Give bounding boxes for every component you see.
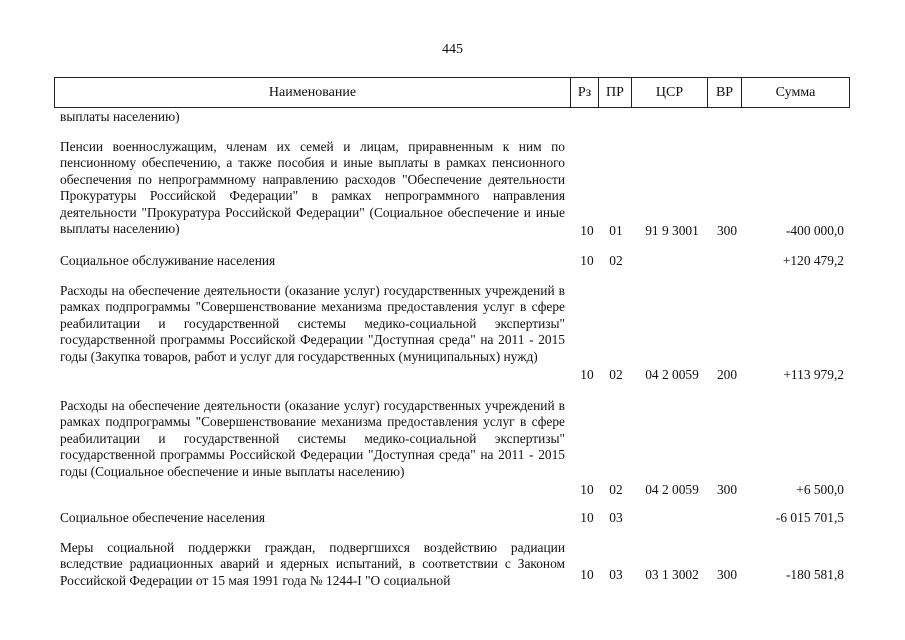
row-sum: +120 479,2 bbox=[782, 253, 844, 268]
row-description: Расходы на обеспечение деятельности (оказание услуг) государственных учреждений в рамках подпрограммы "Совершенствование механизма предоставления услуг в сфере реабилитации и государственной системы медико-социальной экспертизы" государственной программы Российской Федерации "Доступная среда" на 2011 - 2015 годы (Социальное обеспечение и иные выплаты населению) bbox=[60, 398, 565, 479]
row-pr: 02 bbox=[609, 482, 623, 497]
row-sum: +113 979,2 bbox=[783, 367, 844, 382]
table-row bbox=[0, 540, 905, 600]
row-csr: 91 9 3001 bbox=[645, 223, 699, 238]
row-description: Пенсии военнослужащим, членам их семей и лицам, приравненным к ним по пенсионному обеспечению, а также пособия и иные выплаты в рамках пенсионного обеспечения по непрограммному направлению расходов "Обеспечение деятельности Прокуратуры Российской Федерации" в рамках непрограммного направления деятельности "Прокуратура Российской Федерации" (Социальное обеспечение и иные выплаты населению) bbox=[60, 139, 565, 237]
row-vr: 300 bbox=[716, 482, 738, 497]
row-pr: 03 bbox=[609, 567, 623, 582]
header-name: Наименование bbox=[55, 78, 571, 107]
table-row bbox=[0, 283, 905, 383]
page-number: 445 bbox=[442, 42, 463, 57]
header-pr: ПР bbox=[599, 78, 632, 107]
row-rz: 10 bbox=[580, 510, 594, 525]
table-row bbox=[0, 139, 905, 239]
row-sum: -6 015 701,5 bbox=[775, 510, 844, 525]
row-csr: 03 1 3002 bbox=[645, 567, 699, 582]
row-description: Социальное обеспечение населения bbox=[60, 510, 266, 525]
row-pr: 01 bbox=[609, 223, 623, 238]
row-description: Меры социальной поддержки граждан, подвергшихся воздействию радиации вследствие радиационных аварий и ядерных испытаний, в соответствии с Законом Российской Федерации от 15 мая 1991 года № 1244-I "О социальной bbox=[60, 540, 565, 588]
row-rz: 10 bbox=[580, 567, 594, 582]
row-description: выплаты населению) bbox=[60, 109, 180, 124]
row-pr: 03 bbox=[609, 510, 623, 525]
row-rz: 10 bbox=[580, 223, 594, 238]
row-csr: 04 2 0059 bbox=[645, 482, 699, 497]
row-rz: 10 bbox=[580, 367, 594, 382]
row-description: Социальное обслуживание населения bbox=[60, 253, 276, 268]
row-description: Расходы на обеспечение деятельности (оказание услуг) государственных учреждений в рамках подпрограммы "Совершенствование механизма предоставления услуг в сфере реабилитации и государственной системы медико-социальной экспертизы" государственной программы Российской Федерации "Доступная среда" на 2011 - 2015 годы (Закупка товаров, работ и услуг для государственных (муниципальных) нужд) bbox=[60, 283, 565, 364]
table-row bbox=[0, 398, 905, 498]
row-sum: +6 500,0 bbox=[796, 482, 844, 497]
row-vr: 200 bbox=[716, 367, 738, 382]
row-sum: -400 000,0 bbox=[785, 223, 844, 238]
row-vr: 300 bbox=[716, 567, 738, 582]
row-rz: 10 bbox=[580, 482, 594, 497]
row-csr: 04 2 0059 bbox=[645, 367, 699, 382]
header-vr: ВР bbox=[708, 78, 742, 107]
row-sum: -180 581,8 bbox=[785, 567, 844, 582]
header-csr: ЦСР bbox=[632, 78, 708, 107]
row-pr: 02 bbox=[609, 253, 623, 268]
table-header bbox=[54, 77, 850, 108]
header-rz: Рз bbox=[571, 78, 599, 107]
row-rz: 10 bbox=[580, 253, 594, 268]
row-vr: 300 bbox=[716, 223, 738, 238]
row-pr: 02 bbox=[609, 367, 623, 382]
header-sum: Сумма bbox=[775, 84, 816, 100]
